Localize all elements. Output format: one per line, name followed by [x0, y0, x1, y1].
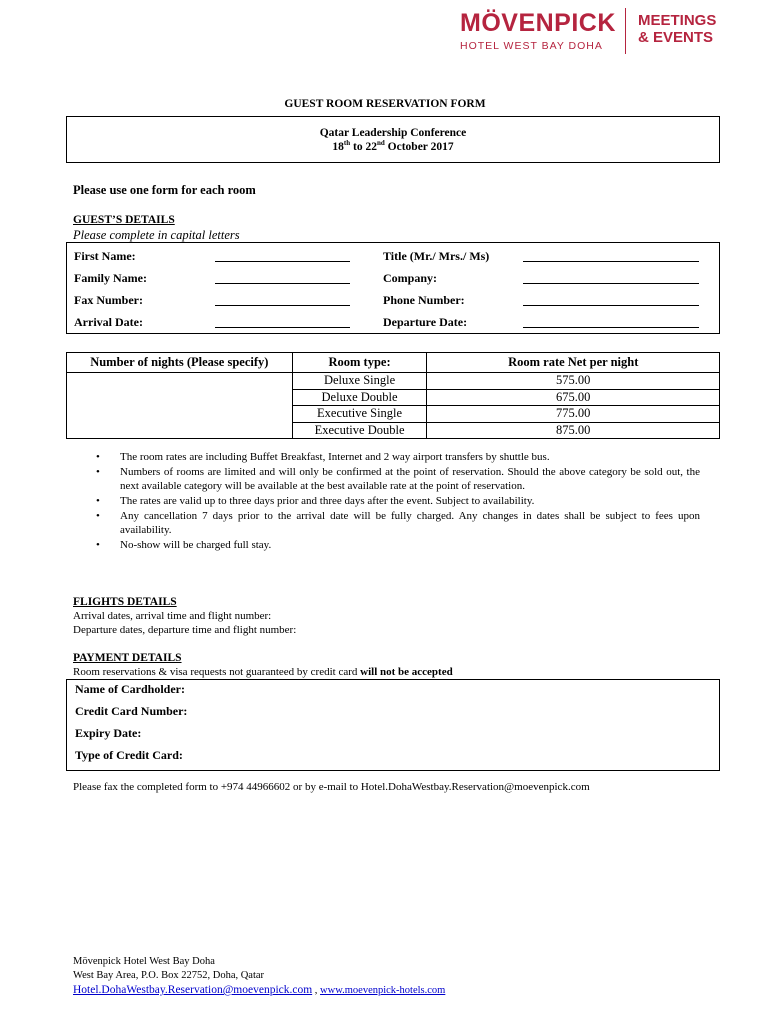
footer-email-link[interactable]: Hotel.DohaWestbay.Reservation@moevenpick.com: [73, 984, 313, 996]
departure-date-label: Departure Date:: [383, 315, 468, 329]
footer-links: Hotel.DohaWestbay.Reservation@moevenpick.com , www.moevenpick-hotels.com: [73, 984, 446, 996]
list-item: • The rates are valid up to three days prior and three days after the event. Subject to availability.: [96, 495, 535, 507]
meetings-events-logo: [638, 12, 716, 46]
first-name-field[interactable]: [215, 261, 350, 262]
room-rate-cell: 775.00: [427, 406, 720, 423]
arrival-flight-line[interactable]: Arrival dates, arrival time and flight number:: [73, 610, 272, 622]
capital-letters-note: Please complete in capital letters: [73, 228, 240, 242]
flights-heading: FLIGHTS DETAILS: [73, 596, 177, 608]
title-label: Title (Mr./ Mrs./ Ms): [383, 249, 490, 263]
table-row: [67, 373, 720, 390]
fax-instruction: Please fax the completed form to +974 44966602 or by e-mail to Hotel.DohaWestbay.Reservation@moevenpick.com: [73, 781, 590, 793]
payment-heading: PAYMENT DETAILS: [73, 652, 182, 664]
room-type-cell: Deluxe Single: [292, 373, 427, 390]
room-rate-cell: 875.00: [427, 422, 720, 439]
room-type-cell: Executive Single: [292, 406, 427, 423]
fax-number-field[interactable]: [215, 305, 350, 306]
title-field[interactable]: [523, 261, 699, 262]
footer-hotel-name: Mövenpick Hotel West Bay Doha: [73, 956, 215, 967]
first-name-label: First Name:: [74, 249, 136, 263]
family-name-field[interactable]: [215, 283, 350, 284]
nights-header: Number of nights (Please specify): [67, 353, 293, 373]
room-type-cell: Deluxe Double: [292, 389, 427, 406]
room-rate-header: Room rate Net per night: [427, 353, 720, 373]
terms-list: [96, 450, 700, 553]
one-form-note: Please use one form for each room: [73, 183, 256, 197]
bullet-icon: •: [96, 510, 100, 522]
brand-logo: MÖVENPICK: [460, 9, 616, 37]
phone-number-field[interactable]: [523, 305, 699, 306]
fax-number-label: Fax Number:: [74, 293, 143, 307]
list-item: • The room rates are including Buffet Breakfast, Internet and 2 way airport transfers by shuttle bus.: [96, 451, 550, 463]
list-item: • Numbers of rooms are limited and will only be confirmed at the point of reservation. Should the above category be sold out, the next available category will be available at the best available rate at the point of reservation.: [96, 466, 700, 492]
cardholder-label[interactable]: Name of Cardholder:: [75, 682, 185, 696]
bullet-icon: •: [96, 466, 100, 478]
event-name: Qatar Leadership Conference: [319, 127, 467, 139]
company-label: Company:: [383, 271, 438, 285]
brand-subtitle: HOTEL WEST BAY DOHA: [460, 40, 603, 52]
room-rate-cell: 675.00: [427, 389, 720, 406]
footer-website-link[interactable]: www.moevenpick-hotels.com: [320, 985, 446, 996]
payment-note: Room reservations & visa requests not guaranteed by credit card will not be accepted: [73, 666, 453, 678]
rates-header-row: [67, 353, 720, 373]
bullet-icon: •: [96, 539, 100, 551]
room-type-cell: Executive Double: [292, 422, 427, 439]
departure-date-field[interactable]: [523, 327, 699, 328]
family-name-label: Family Name:: [74, 271, 147, 285]
list-item: • No-show will be charged full stay.: [96, 539, 272, 551]
phone-number-label: Phone Number:: [383, 293, 465, 307]
guest-details-heading: GUEST’S DETAILS: [73, 214, 175, 226]
form-title: GUEST ROOM RESERVATION FORM: [284, 98, 486, 110]
departure-flight-line[interactable]: Departure dates, departure time and flight number:: [73, 624, 297, 636]
room-rate-cell: 575.00: [427, 373, 720, 390]
meetings-line: MEETINGS: [638, 12, 717, 29]
footer: [73, 955, 445, 998]
event-dates: 18th to 22nd October 2017: [332, 139, 454, 153]
room-rates-table: [66, 352, 720, 439]
list-item: • Any cancellation 7 days prior to the arrival date will be fully charged. Any changes in dates shall be subject to fees upon availability.: [96, 510, 700, 536]
card-type-label[interactable]: Type of Credit Card:: [75, 748, 183, 762]
company-field[interactable]: [523, 283, 699, 284]
nights-input-cell[interactable]: [67, 373, 293, 439]
events-line: & EVENTS: [638, 29, 714, 46]
arrival-date-field[interactable]: [215, 327, 350, 328]
arrival-date-label: Arrival Date:: [74, 315, 143, 329]
bullet-icon: •: [96, 451, 100, 463]
guest-details-box: [66, 242, 720, 334]
payment-box: [66, 679, 720, 771]
bullet-icon: •: [96, 495, 100, 507]
card-number-label[interactable]: Credit Card Number:: [75, 704, 188, 718]
event-box: [66, 116, 720, 163]
room-type-header: Room type:: [292, 353, 427, 373]
expiry-label[interactable]: Expiry Date:: [75, 726, 142, 740]
logo-divider: [625, 8, 626, 54]
footer-address: West Bay Area, P.O. Box 22752, Doha, Qatar: [73, 970, 265, 981]
